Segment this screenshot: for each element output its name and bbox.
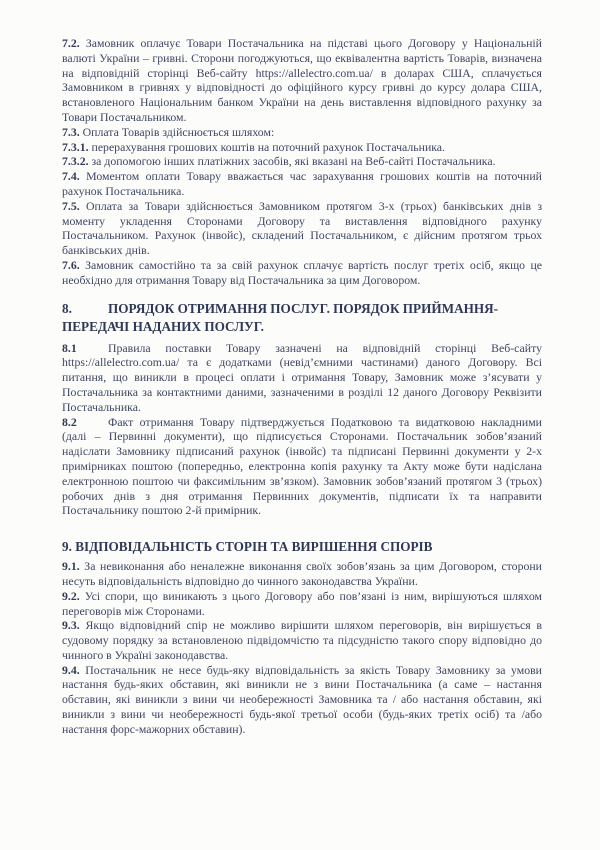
clause-8-2 [62,415,542,519]
section-number: 8. [62,300,72,316]
clause-7-4 [62,169,542,199]
clause-text: Оплата за Товари здійснюється Замовником протягом 3-х (трьох) банківських днів з моменту укладення Сторонами Договору та виставлення відповідного рахунку Постачальником. Рахунок (інвойс), складений Постачальником, є дійсним протягом трьох банківських днів. [62,198,543,258]
clause-text: Замовник оплачує Товари Постачальника на підставі цього Договору у Національній валюті України – гривні. Сторони погоджуються, що еквівалентна вартість Товарів, визначена на відповідній сторінці Веб-сайту https://allelectro.com.ua/ в доларах США, сплачується Замовником в гривнях у відповідності до офіційного курсу гривні до курсу долара США, встановленого Національним банком України на день виставлення відповідного рахунку за Товари Постачальником. [62,36,542,124]
clause-7-2 [62,36,542,125]
clause-number: 7.3. [62,124,80,139]
clause-number: 9.3. [62,618,80,633]
clause-number: 7.3.1. [62,139,89,154]
clause-7-6 [62,258,542,288]
clause-text: Постачальник не несе будь-яку відповідальність за якість Товару Замовнику за умови настання будь-яких обставин, які виникли не з вини Постачальника (а саме – настання обставин, які виникли з вини чи необережності Замовника та / або настання обставин, які виникли з вини чи необережності будь-якої третьої особи (будь-яких третіх осіб) та /або настання форс-мажорних обставин). [62,662,542,736]
section-8-heading [62,300,542,336]
section-title: ПОРЯДОК ОТРИМАННЯ ПОСЛУГ. ПОРЯДОК ПРИЙМАННЯ-ПЕРЕДАЧІ НАДАНИХ ПОСЛУГ. [62,300,499,334]
clause-number: 7.2. [62,36,80,50]
clause-9-3 [62,618,542,662]
clause-number: 9.1. [62,559,80,574]
clause-number: 7.6. [62,257,80,272]
clause-text: За невиконання або неналежне виконання своїх зобов’язань за цим Договором, сторони несуть відповідальність відповідно до чинного законодавства України. [62,559,542,588]
clause-number: 7.5. [62,198,80,213]
clause-text: Оплата Товарів здійснюється шляхом: [82,124,275,139]
clause-text: Усі спори, що виникають з цього Договору або пов’язані із ним, вирішуються шляхом переговорів між Сторонами. [62,588,543,618]
clause-number: 7.3.2. [62,154,89,169]
section-9-heading [62,538,542,556]
clause-8-1 [62,341,542,415]
clause-text: Якщо відповідний спір не можливо вирішити шляхом переговорів, він вирішується в судовому порядку за встановленою підвідомчістю та підсудністю такого спору відповідно до чинного в Україні законодавства. [62,618,542,662]
clause-9-2 [62,589,542,619]
clause-number: 8.1 [62,340,77,355]
clause-text: Правила поставки Товару зазначені на відповідній сторінці Веб-сайту https://allelectro.com.ua/ та є додатками (невід’ємними частинами) даного Договору. Всі питання, що виникли в процесі оплати і отримання Товару, Замовник може з’ясувати у Постачальника за контактними даними, зазначеними в розділі 12 даного Договору Реквізити Постачальника. [62,340,542,414]
section-title: 9. ВІДПОВІДАЛЬНІСТЬ СТОРІН ТА ВИРІШЕННЯ СПОРІВ [62,539,433,555]
clause-text: перерахування грошових коштів на поточний рахунок Постачальника. [91,139,445,154]
clause-number: 9.2. [62,588,80,603]
clause-text: за допомогою інших платіжних засобів, які вказані на Веб-сайті Постачальника. [91,154,496,169]
clause-7-3 [62,125,542,140]
clause-7-5 [62,199,542,258]
clause-number: 7.4. [62,169,80,184]
clause-number: 9.4. [62,662,80,677]
clause-text: Замовник самостійно та за свій рахунок сплачує вартість послуг третіх осіб, якщо це необхідно для отримання Товару від Постачальника за цим Договором. [62,257,543,287]
clause-text: Моментом оплати Товару вважається час зарахування грошових коштів на поточний рахунок Постачальника. [62,169,542,198]
clause-number: 8.2 [62,414,77,429]
clause-9-4 [62,663,542,737]
clause-text: Факт отримання Товару підтверджується Податковою та видатковою накладними (далі – Первинні документи), що підписується Сторонами. Постачальник зобов’язаний надіслати Замовнику підписаний рахунок (інвойс) та підписані Первинні документи у 2-х примірниках поштою (попередньо, електронна копія рахунку та Акту може бути надіслана електронною поштою чи факсимільним зв’язком). Замовник зобов’язаний протягом 3 (трьох) робочих днів з дня отримання Первинних документів, підписати їх та направити Постачальнику поштою 2-й примірник. [62,414,542,518]
clause-7-3-1 [62,140,542,155]
clause-9-1 [62,559,542,589]
clause-7-3-2 [62,154,542,169]
